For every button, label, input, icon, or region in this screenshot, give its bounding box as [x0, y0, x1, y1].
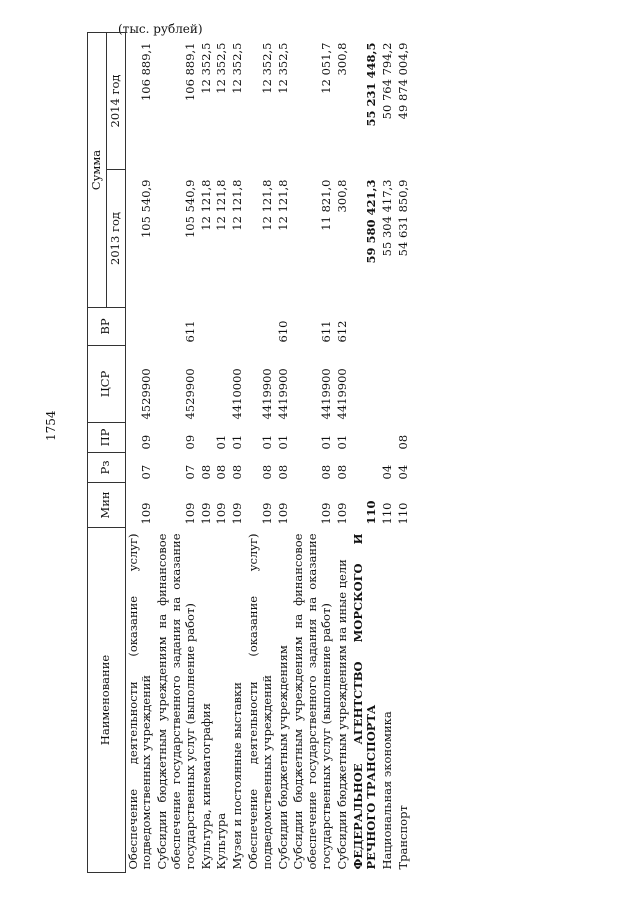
cell-2013: 55 304 417,3 — [380, 179, 395, 257]
cell-rz: 08 — [259, 464, 274, 480]
header-name: Наименование — [88, 528, 126, 873]
cell-name: Субсидии бюджетным учреждениям на финансовое обеспечение государственного задания на оказание государственных услуг (выполнение работ) — [291, 533, 333, 870]
cell-vr — [246, 308, 276, 346]
cell-vr — [214, 308, 230, 346]
cell-pr: 09 — [182, 434, 197, 450]
cell-2013: 12 121,8 — [275, 179, 290, 231]
cell-rz — [351, 453, 381, 483]
cell-rz: 07 — [182, 464, 197, 480]
cell-csr: 4410000 — [230, 368, 245, 420]
cell-min: 110 — [364, 500, 379, 525]
cell-2013: 11 821,0 — [318, 179, 333, 231]
cell-2013: 12 121,8 — [198, 179, 213, 231]
cell-2014: 300,8 — [334, 42, 349, 76]
table-row — [199, 33, 215, 873]
cell-rz: 08 — [275, 464, 290, 480]
cell-csr — [351, 346, 381, 423]
cell-name: Субсидии бюджетным учреждениям на иные цели — [334, 559, 349, 870]
cell-2013: 12 121,8 — [230, 179, 245, 231]
header-rz: Рз — [88, 453, 126, 483]
cell-2014: 12 051,7 — [318, 42, 333, 94]
cell-min: 109 — [214, 502, 229, 525]
cell-2014: 12 352,5 — [198, 42, 213, 94]
table-row — [246, 33, 276, 873]
cell-2014: 106 889,1 — [139, 42, 154, 102]
cell-csr: 4419900 — [334, 368, 349, 420]
cell-csr — [199, 346, 215, 423]
cell-csr: 4529900 — [182, 368, 197, 420]
cell-2014: 49 874 004,9 — [395, 42, 410, 120]
cell-csr: 4419900 — [275, 368, 290, 420]
units-label: (тыс. рублей) — [118, 22, 203, 36]
cell-2013: 105 540,9 — [139, 179, 154, 239]
table-row — [155, 33, 198, 873]
cell-csr — [396, 346, 412, 423]
cell-2014: 12 352,5 — [214, 42, 229, 94]
cell-rz: 04 — [380, 464, 395, 480]
budget-table — [87, 32, 412, 873]
cell-pr: 01 — [259, 434, 274, 450]
cell-2013: 300,8 — [334, 179, 349, 213]
cell-2013: 54 631 850,9 — [395, 179, 410, 257]
cell-name: Обеспечение деятельности (оказание услуг) подведомственных учреждений — [125, 533, 154, 870]
cell-min: 109 — [334, 502, 349, 525]
cell-name: Культура — [214, 812, 229, 870]
cell-pr — [351, 423, 381, 453]
cell-pr: 01 — [275, 434, 290, 450]
header-pr: ПР — [88, 423, 126, 453]
table-row — [291, 33, 334, 873]
table-row — [335, 33, 351, 873]
cell-csr: 4419900 — [259, 368, 274, 420]
table-row — [276, 33, 292, 873]
cell-pr: 01 — [334, 434, 349, 450]
table-row — [380, 33, 396, 873]
cell-min: 109 — [259, 502, 274, 525]
cell-name: Национальная экономика — [380, 711, 395, 870]
cell-vr — [380, 308, 396, 346]
header-min: Мин — [88, 483, 126, 528]
cell-2014: 12 352,5 — [275, 42, 290, 94]
cell-2014: 55 231 448,5 — [364, 42, 379, 127]
cell-vr — [351, 308, 381, 346]
cell-vr — [230, 308, 246, 346]
cell-csr — [380, 346, 396, 423]
cell-rz: 07 — [139, 464, 154, 480]
cell-2013: 59 580 421,3 — [364, 179, 379, 264]
cell-name: Обеспечение деятельности (оказание услуг) подведомственных учреждений — [245, 533, 274, 870]
cell-vr: 611 — [182, 320, 197, 343]
cell-rz: 08 — [198, 464, 213, 480]
cell-name: Музеи и постоянные выставки — [230, 682, 245, 870]
cell-name: Субсидии бюджетным учреждениям на финансовое обеспечение государственного задания на оказание государственных услуг (выполнение работ) — [155, 533, 197, 870]
cell-min: 109 — [182, 502, 197, 525]
cell-csr: 4419900 — [318, 368, 333, 420]
cell-name: Субсидии бюджетным учреждениям — [275, 645, 290, 870]
table-row — [351, 33, 381, 873]
cell-min: 109 — [230, 502, 245, 525]
cell-pr: 01 — [230, 434, 245, 450]
cell-pr: 09 — [139, 434, 154, 450]
cell-rz: 08 — [230, 464, 245, 480]
cell-name: Культура, кинематография — [198, 703, 213, 870]
cell-2013: 105 540,9 — [182, 179, 197, 239]
cell-2014: 50 764 794,2 — [380, 42, 395, 120]
cell-min: 109 — [139, 502, 154, 525]
cell-pr: 01 — [318, 434, 333, 450]
cell-min: 109 — [275, 502, 290, 525]
cell-vr — [199, 308, 215, 346]
table-row — [230, 33, 246, 873]
header-sum: Сумма — [88, 33, 107, 308]
cell-pr: 01 — [214, 434, 229, 450]
cell-vr — [396, 308, 412, 346]
cell-min: 110 — [395, 502, 410, 525]
header-csr: ЦСР — [88, 346, 126, 423]
cell-2014: 12 352,5 — [259, 42, 274, 94]
cell-pr — [199, 423, 215, 453]
cell-2014: 106 889,1 — [182, 42, 197, 102]
cell-vr: 610 — [275, 320, 290, 343]
cell-min: 109 — [318, 502, 333, 525]
cell-csr — [214, 346, 230, 423]
header-2014: 2014 год — [106, 33, 125, 170]
page-number: 1754 — [44, 410, 58, 441]
table-header — [88, 33, 126, 873]
cell-rz: 04 — [395, 464, 410, 480]
cell-2013: 12 121,8 — [214, 179, 229, 231]
cell-csr: 4529900 — [139, 368, 154, 420]
header-2013: 2013 год — [106, 170, 125, 308]
rotated-table-container — [87, 33, 632, 873]
cell-2014: 12 352,5 — [230, 42, 245, 94]
cell-2013: 12 121,8 — [259, 179, 274, 231]
table-body — [125, 33, 412, 873]
table-row — [214, 33, 230, 873]
header-vr: ВР — [88, 308, 126, 346]
cell-rz: 08 — [334, 464, 349, 480]
cell-rz: 08 — [318, 464, 333, 480]
cell-vr — [125, 308, 155, 346]
cell-pr — [380, 423, 396, 453]
cell-rz: 08 — [214, 464, 229, 480]
table-row — [125, 33, 155, 873]
table-row — [396, 33, 412, 873]
cell-vr: 611 — [318, 320, 333, 343]
cell-pr: 08 — [395, 434, 410, 450]
cell-vr: 612 — [334, 320, 349, 343]
cell-name: Транспорт — [395, 805, 410, 870]
cell-min: 109 — [198, 502, 213, 525]
cell-min: 110 — [380, 502, 395, 525]
cell-name: ФЕДЕРАЛЬНОЕ АГЕНТСТВО МОРСКОГО И РЕЧНОГО ТРАНСПОРТА — [350, 533, 379, 870]
